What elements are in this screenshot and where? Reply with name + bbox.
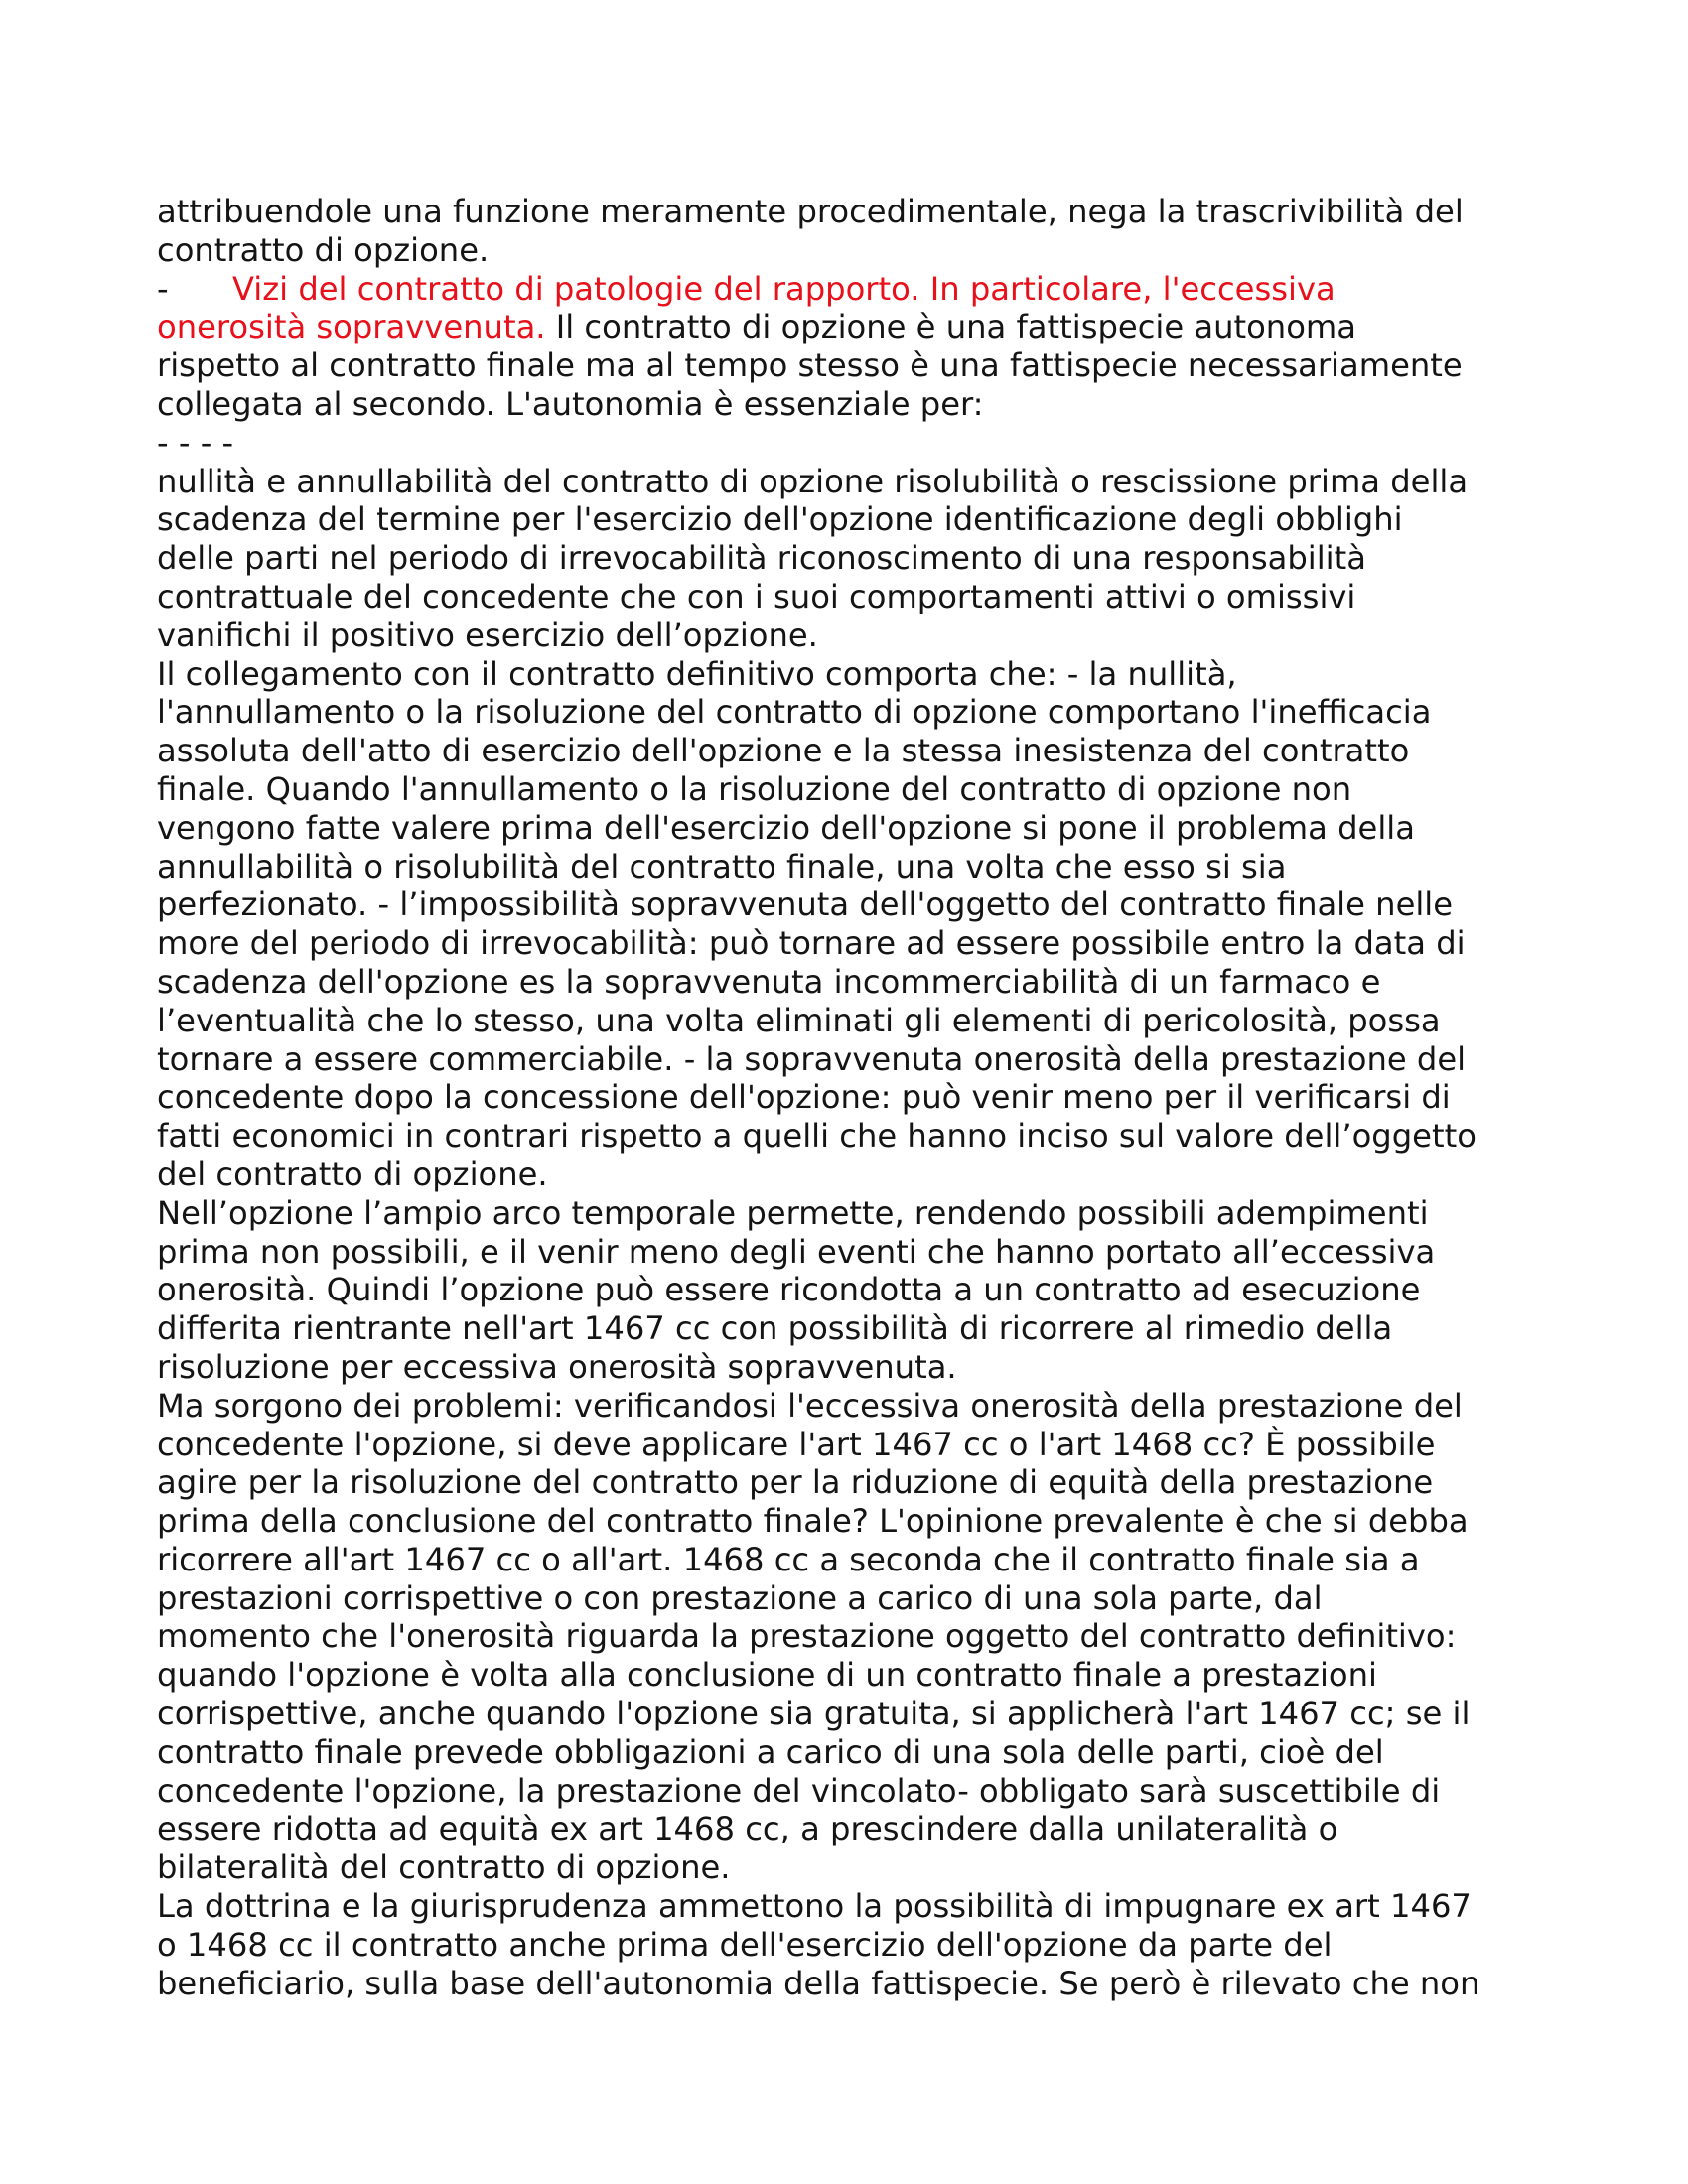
text-line: rispetto al contratto finale ma al tempo stesso è una fattispecie necessariamente: [157, 346, 1463, 385]
text-line: momento che l'onerosità riguarda la prestazione oggetto del contratto definitivo:: [157, 1617, 1457, 1656]
text-line: l'annullamento o la risoluzione del contratto di opzione comportano l'inefficacia: [157, 693, 1432, 732]
text-line: Ma sorgono dei problemi: verificandosi l'eccessiva onerosità della prestazione del: [157, 1386, 1463, 1425]
text-line: Il collegamento con il contratto definitivo comporta che: - la nullità,: [157, 654, 1237, 693]
text-line: assoluta dell'atto di esercizio dell'opzione e la stessa inesistenza del contratto: [157, 732, 1410, 770]
section-heading-line-2: [157, 308, 1527, 346]
text-line: ricorrere all'art 1467 cc o all'art. 1468 cc a seconda che il contratto finale sia a: [157, 1540, 1420, 1578]
text-line: attribuendole una funzione meramente procedimentale, nega la trascrivibilità del: [157, 193, 1464, 230]
text-line: corrispettive, anche quando l'opzione sia gratuita, si applicherà l'art 1467 cc; se il: [157, 1695, 1471, 1733]
text-line: scadenza del termine per l'esercizio dell'opzione identificazione degli obblighi: [157, 500, 1403, 539]
text-line: differita rientrante nell'art 1467 cc con possibilità di ricorrere al rimedio della: [157, 1309, 1393, 1348]
text-line: risoluzione per eccessiva onerosità sopravvenuta.: [157, 1347, 957, 1386]
text-line: tornare a essere commerciabile. - la sopravvenuta onerosità della prestazione del: [157, 1039, 1467, 1078]
text-line: perfezionato. - l’impossibilità sopravvenuta dell'oggetto del contratto finale nelle: [157, 886, 1454, 924]
text-line: essere ridotta ad equità ex art 1468 cc, a prescindere dalla unilateralità o: [157, 1810, 1338, 1848]
text-line: vengono fatte valere prima dell'esercizio dell'opzione si pone il problema della: [157, 808, 1415, 847]
text-line: bilateralità del contratto di opzione.: [157, 1848, 731, 1887]
text-line: - - - -: [157, 423, 234, 462]
text-line: scadenza dell'opzione es la sopravvenuta incommerciabilità di un farmaco e: [157, 962, 1381, 1001]
text-line: contrattuale del concedente che con i suoi comportamenti attivi o omissivi: [157, 577, 1356, 615]
bullet-dash: -: [157, 269, 169, 308]
text-line: Nell’opzione l’ampio arco temporale permette, rendendo possibili adempimenti: [157, 1193, 1429, 1232]
text-line: l’eventualità che lo stesso, una volta eliminati gli elementi di pericolosità, possa: [157, 1001, 1441, 1039]
text-line: concedente dopo la concessione dell'opzione: può venir meno per il verificarsi di: [157, 1078, 1451, 1117]
text-line: onerosità. Quindi l’opzione può essere ricondotta a un contratto ad esecuzione: [157, 1271, 1421, 1309]
text-line: more del periodo di irrevocabilità: può tornare ad essere possibile entro la data di: [157, 924, 1466, 963]
body-text: [157, 193, 1527, 2041]
text-line: fatti economici in contrari rispetto a quelli che hanno inciso sul valore dell’oggetto: [157, 1117, 1477, 1156]
text-segment: Il contratto di opzione è una fattispecie autonoma: [545, 308, 1356, 346]
text-line: nullità e annullabilità del contratto di opzione risolubilità o rescissione prima della: [157, 462, 1469, 500]
text-line: beneficiario, sulla base dell'autonomia della fattispecie. Se però è rilevato che non: [157, 1964, 1480, 2002]
text-line: del contratto di opzione.: [157, 1155, 548, 1193]
text-line: prima della conclusione del contratto finale? L'opinione prevalente è che si debba: [157, 1502, 1469, 1541]
text-line: quando l'opzione è volta alla conclusione di un contratto finale a prestazioni: [157, 1656, 1377, 1695]
text-line: agire per la risoluzione del contratto per la riduzione di equità della prestazione: [157, 1463, 1434, 1502]
text-line: contratto finale prevede obbligazioni a carico di una sola delle parti, cioè del: [157, 1732, 1384, 1771]
text-line: annullabilità o risolubilità del contratto finale, una volta che esso si sia: [157, 847, 1287, 886]
section-heading-red: Vizi del contratto di patologie del rapporto. In particolare, l'eccessiva: [232, 269, 1336, 308]
text-line: prestazioni corrispettive o con prestazione a carico di una sola parte, dal: [157, 1578, 1323, 1617]
text-line: La dottrina e la giurisprudenza ammettono la possibilità di impugnare ex art 1467: [157, 1887, 1472, 1926]
text-line: concedente l'opzione, la prestazione del vincolato- obbligato sarà suscettibile di: [157, 1771, 1441, 1810]
text-line: [157, 2002, 1527, 2041]
text-line: o 1468 cc il contratto anche prima dell'esercizio dell'opzione da parte del: [157, 1925, 1333, 1964]
section-heading-line-1: [157, 270, 1527, 309]
text-line: prima non possibili, e il venir meno degli eventi che hanno portato all’eccessiva: [157, 1232, 1436, 1271]
text-line: vanifichi il positivo esercizio dell’opzione.: [157, 615, 818, 654]
text-line: contratto di opzione.: [157, 230, 490, 269]
text-line: delle parti nel periodo di irrevocabilità riconoscimento di una responsabilità: [157, 539, 1366, 578]
text-line: collegata al secondo. L'autonomia è essenziale per:: [157, 384, 984, 423]
section-heading-red: onerosità sopravvenuta.: [157, 308, 546, 346]
text-line: finale. Quando l'annullamento o la risoluzione del contratto di opzione non: [157, 769, 1352, 808]
text-line: concedente l'opzione, si deve applicare l'art 1467 cc o l'art 1468 cc? È possibile: [157, 1425, 1436, 1463]
